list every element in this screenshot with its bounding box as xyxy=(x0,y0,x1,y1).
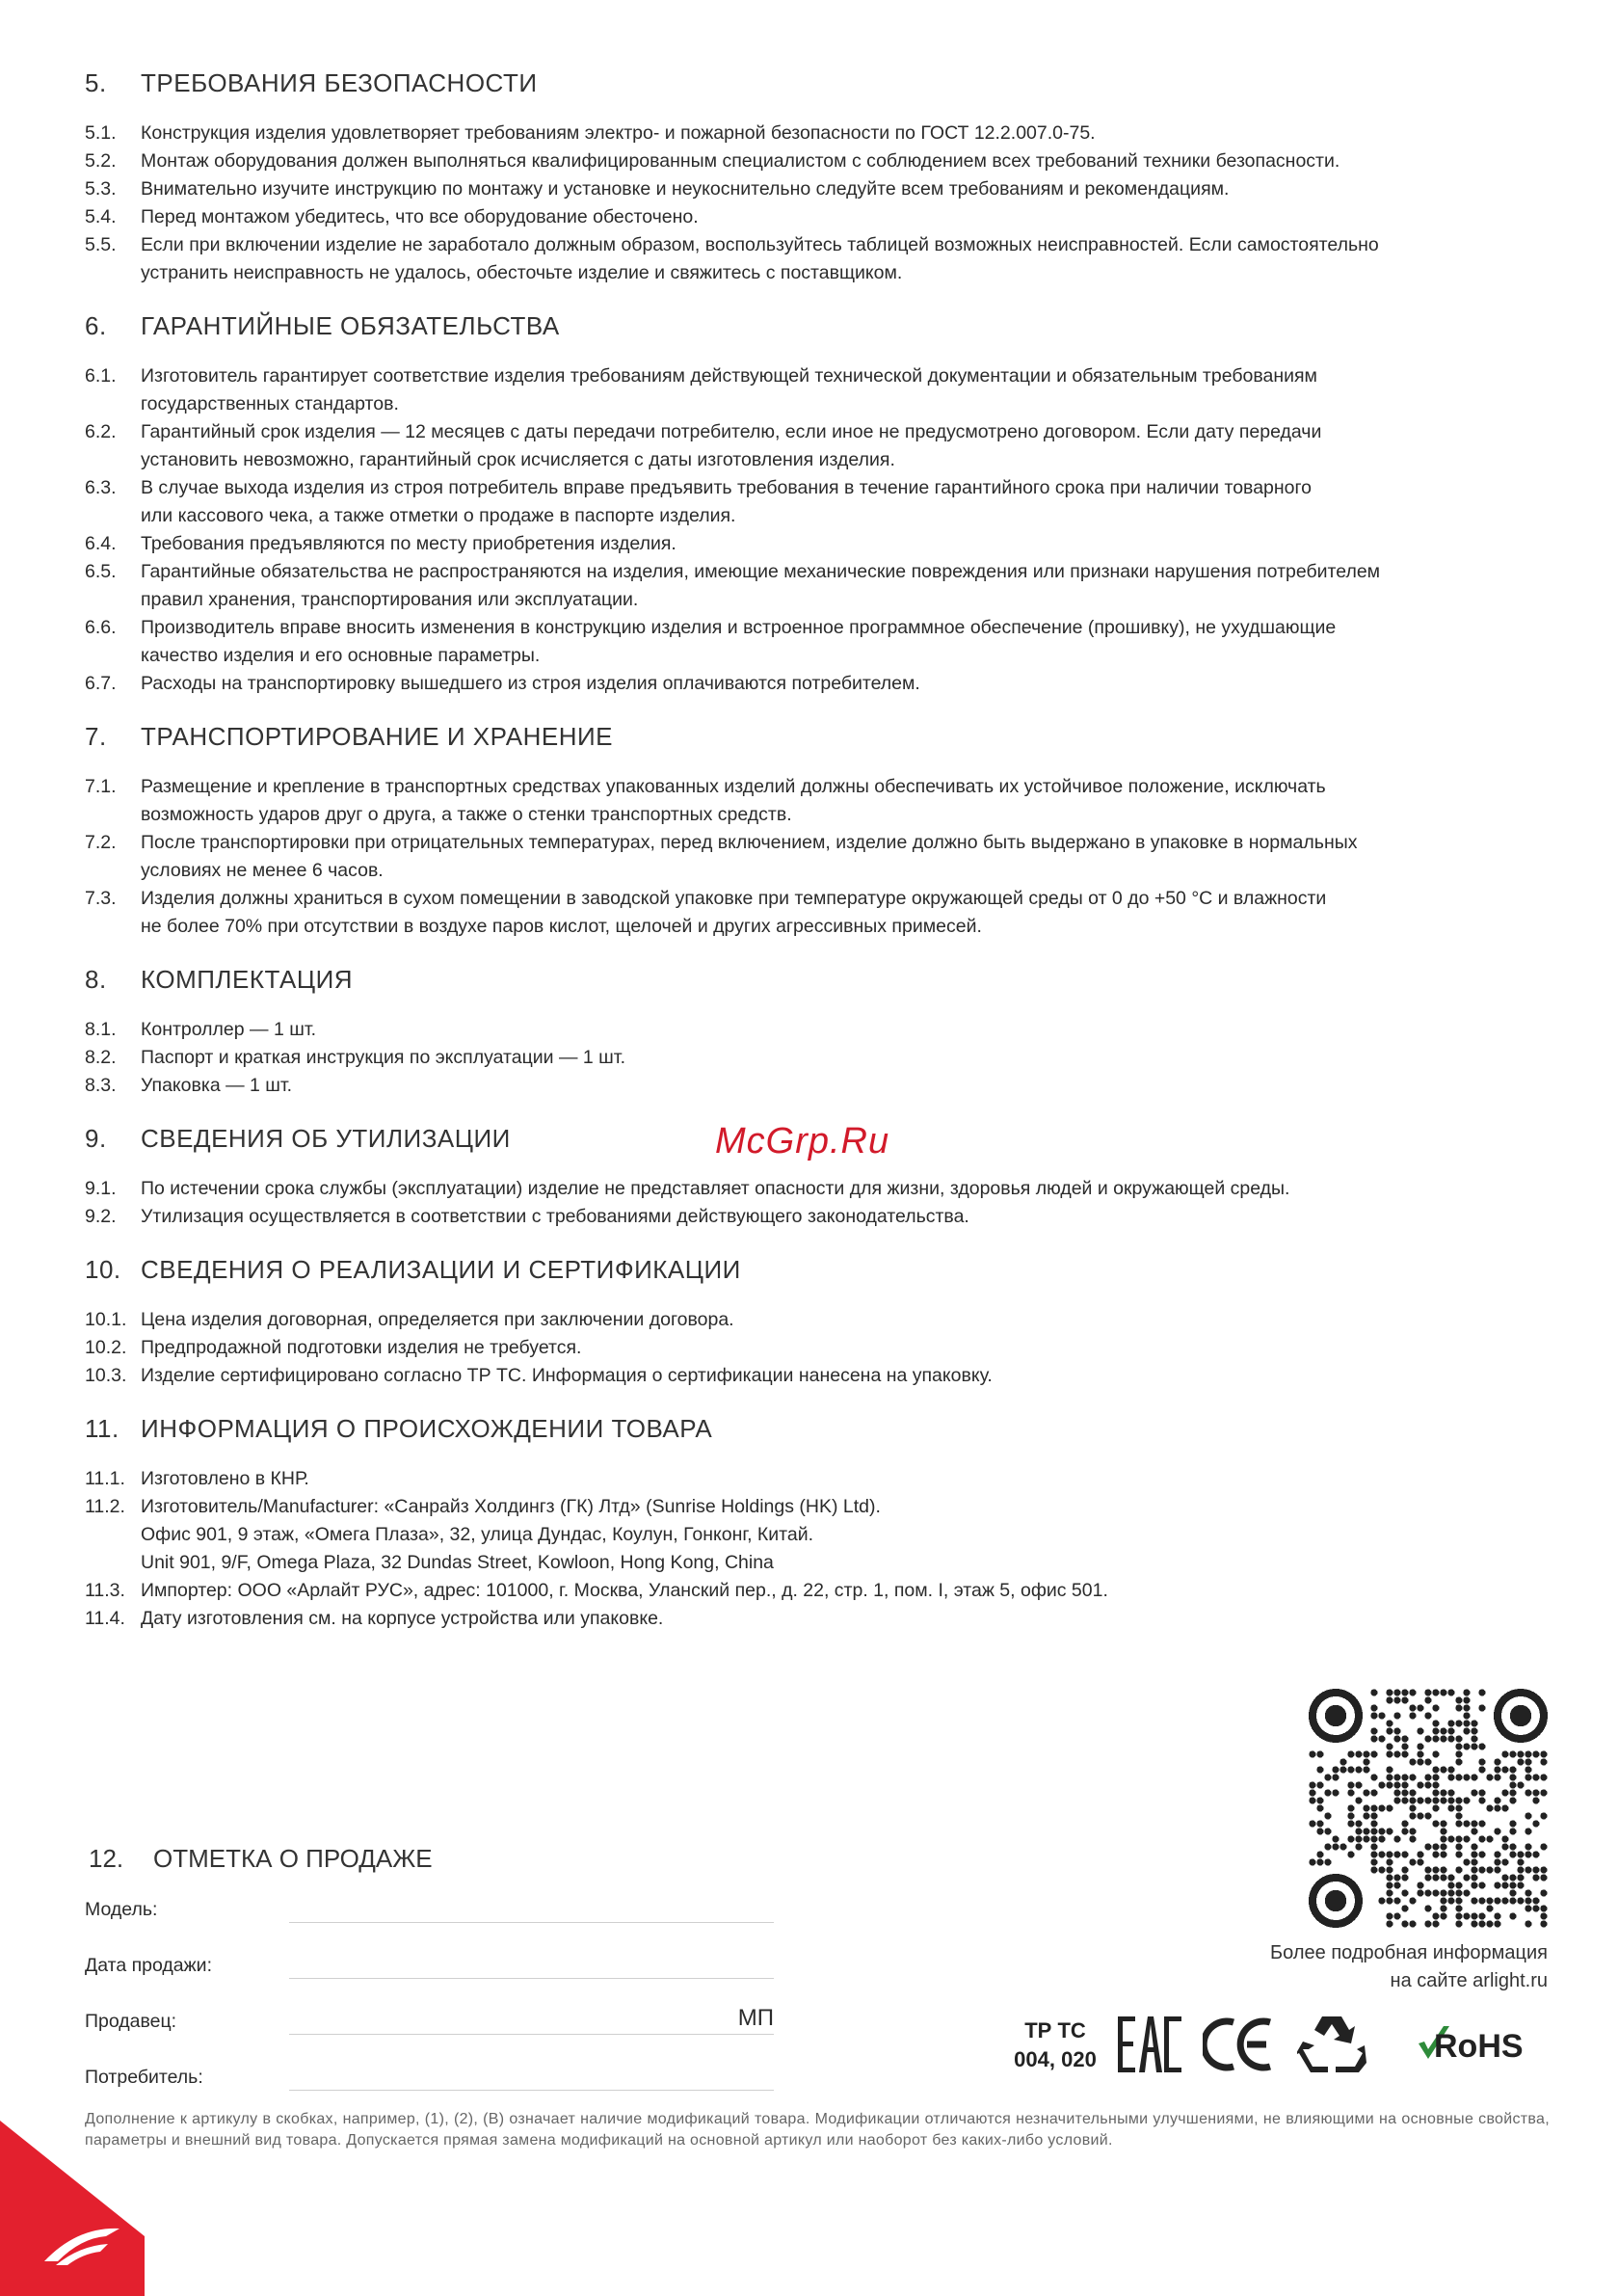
section-heading xyxy=(85,310,1550,341)
item-number: 7.2. xyxy=(85,832,117,853)
section xyxy=(85,1413,1550,1633)
item-number: 11.1. xyxy=(85,1468,125,1489)
item-line: Если при включении изделие не заработало должным образом, воспользуйтесь таблицей возможных неисправностей. Если самостоятельно xyxy=(141,234,1379,255)
recycle-icon xyxy=(1297,2013,1366,2076)
section xyxy=(85,964,1550,1100)
tr-ts-line2: 004, 020 xyxy=(1014,2047,1097,2071)
item-line: Гарантийный срок изделия — 12 месяцев с даты передачи потребителю, если иное не предусмотрено договором. Если дату передачи xyxy=(141,421,1322,442)
tr-ts-mark xyxy=(1012,2016,1099,2074)
list-item xyxy=(85,773,1550,829)
item-line: Требования предъявляются по месту приобретения изделия. xyxy=(141,533,676,554)
sale-field-label: Дата продажи: xyxy=(85,1955,212,1976)
item-line: качество изделия и его основные параметры. xyxy=(141,645,541,666)
item-line: Изделия должны храниться в сухом помещении в заводской упаковке при температуре окружающей среды от 0 до +50 °С и влажности xyxy=(141,888,1327,909)
item-line: установить невозможно, гарантийный срок исчисляется с даты изготовления изделия. xyxy=(141,449,895,470)
list-item xyxy=(85,1306,1550,1334)
section xyxy=(85,310,1550,698)
item-text xyxy=(141,885,1550,941)
item-number: 11.3. xyxy=(85,1580,125,1601)
sale-mark-section xyxy=(85,1843,779,2117)
list-item xyxy=(85,1175,1550,1203)
certification-marks xyxy=(1012,2013,1552,2080)
item-number: 5.2. xyxy=(85,150,117,172)
item-number: 5.4. xyxy=(85,206,117,227)
list-item xyxy=(85,474,1550,530)
item-line: Цена изделия договорная, определяется при заключении договора. xyxy=(141,1309,734,1330)
item-text xyxy=(141,1203,1550,1231)
list-item xyxy=(85,231,1550,287)
item-line: Монтаж оборудования должен выполняться квалифицированным специалистом с соблюдением всех требований техники безопасности. xyxy=(141,150,1340,172)
item-line: По истечении срока службы (эксплуатации) изделие не представляет опасности для жизни, здоровья людей и окружающей среды. xyxy=(141,1178,1290,1199)
item-text xyxy=(141,203,1550,231)
item-text xyxy=(141,1334,1550,1362)
item-line: Дату изготовления см. на корпусе устройства или упаковке. xyxy=(141,1608,664,1629)
sale-field-line[interactable] xyxy=(289,2090,774,2091)
rohs-label: RoHS xyxy=(1434,2028,1524,2065)
list-item xyxy=(85,362,1550,418)
list-item xyxy=(85,1493,1550,1577)
footnote: Дополнение к артикулу в скобках, например, (1), (2), (B) означает наличие модификаций товара. Модификации отличаются незначительными улучшениями, не влияющими на основные свойства, параметры и внешний вид товара. Допускается прямая замена модификаций на основной артикул или наоборот без каких-либо условий. xyxy=(85,2111,1550,2149)
section-title: СВЕДЕНИЯ О РЕАЛИЗАЦИИ И СЕРТИФИКАЦИИ xyxy=(141,1254,741,1284)
item-text xyxy=(141,530,1550,558)
item-text xyxy=(141,175,1550,203)
item-number: 10.1. xyxy=(85,1309,127,1330)
section xyxy=(85,721,1550,941)
watermark: McGrp.Ru xyxy=(715,1121,890,1161)
sale-field-label: Продавец: xyxy=(85,2011,177,2032)
list-item xyxy=(85,1072,1550,1100)
item-text xyxy=(141,1362,1550,1390)
item-line: Производитель вправе вносить изменения в конструкцию изделия и встроенное программное обеспечение (прошивку), не ухудшающие xyxy=(141,617,1337,638)
item-number: 9.1. xyxy=(85,1178,117,1199)
item-text xyxy=(141,1493,1550,1577)
section-number: 6. xyxy=(85,310,107,340)
item-text xyxy=(141,614,1550,670)
section-number: 10. xyxy=(85,1254,121,1284)
item-line: Предпродажной подготовки изделия не требуется. xyxy=(141,1337,582,1358)
item-line: Unit 901, 9/F, Omega Plaza, 32 Dundas Street, Kowloon, Hong Kong, China xyxy=(141,1552,774,1573)
sale-field-label: Потребитель: xyxy=(85,2067,203,2088)
section-title: ГАРАНТИЙНЫЕ ОБЯЗАТЕЛЬСТВА xyxy=(141,310,560,340)
tr-ts-line1: ТР ТС xyxy=(1024,2018,1086,2042)
item-number: 7.3. xyxy=(85,888,117,909)
list-item xyxy=(85,175,1550,203)
section-heading xyxy=(85,1254,1550,1285)
sale-field-label: Модель: xyxy=(85,1899,158,1920)
list-item xyxy=(85,203,1550,231)
list-item xyxy=(85,1465,1550,1493)
item-line: Упаковка — 1 шт. xyxy=(141,1075,293,1096)
item-text xyxy=(141,1465,1550,1493)
section-number: 7. xyxy=(85,721,107,751)
item-line: устранить неисправность не удалось, обесточьте изделие и свяжитесь с поставщиком. xyxy=(141,262,903,283)
item-text xyxy=(141,1016,1550,1044)
item-text xyxy=(141,362,1550,418)
item-text xyxy=(141,418,1550,474)
item-number: 10.3. xyxy=(85,1365,127,1386)
sale-field-line[interactable] xyxy=(289,2034,774,2035)
item-text xyxy=(141,1577,1550,1605)
list-item xyxy=(85,558,1550,614)
item-line: Утилизация осуществляется в соответствии с требованиями действующего законодательства. xyxy=(141,1206,969,1227)
sale-number: 12. xyxy=(89,1843,124,1873)
item-text xyxy=(141,474,1550,530)
item-text xyxy=(141,829,1550,885)
brand-corner-logo xyxy=(0,2121,145,2296)
item-line: Изготовитель гарантирует соответствие изделия требованиям действующей технической документации и обязательным требованиям xyxy=(141,365,1317,387)
item-line: Паспорт и краткая инструкция по эксплуатации — 1 шт. xyxy=(141,1047,625,1068)
ce-icon xyxy=(1203,2015,1276,2074)
document-body xyxy=(85,67,1550,1656)
sale-field-line[interactable] xyxy=(289,1922,774,1923)
item-number: 5.5. xyxy=(85,234,117,255)
item-line: В случае выхода изделия из строя потребитель вправе предъявить требования в течение гарантийного срока при наличии товарного xyxy=(141,477,1313,498)
item-number: 5.3. xyxy=(85,178,117,200)
list-item xyxy=(85,1016,1550,1044)
item-number: 9.2. xyxy=(85,1206,117,1227)
sale-heading xyxy=(85,1843,779,1874)
list-item xyxy=(85,1605,1550,1633)
sale-field-line[interactable] xyxy=(289,1978,774,1979)
item-line: Изготовлено в КНР. xyxy=(141,1468,309,1489)
item-number: 11.2. xyxy=(85,1496,125,1517)
item-line: Перед монтажом убедитесь, что все оборудование обесточено. xyxy=(141,206,699,227)
item-line: Импортер: ООО «Арлайт РУС», адрес: 101000, г. Москва, Уланский пер., д. 22, стр. 1, пом. I, этаж 5, офис 501. xyxy=(141,1580,1108,1601)
qr-caption xyxy=(1270,1939,1548,1995)
item-text xyxy=(141,1072,1550,1100)
section-number: 8. xyxy=(85,964,107,994)
item-line: Конструкция изделия удовлетворяет требованиям электро- и пожарной безопасности по ГОСТ 12.2.007.0-75. xyxy=(141,122,1096,144)
sale-field-row xyxy=(85,1949,779,2005)
section xyxy=(85,1254,1550,1390)
item-line: Расходы на транспортировку вышедшего из строя изделия оплачиваются потребителем. xyxy=(141,673,920,694)
item-number: 8.2. xyxy=(85,1047,117,1068)
item-number: 8.3. xyxy=(85,1075,117,1096)
item-number: 6.2. xyxy=(85,421,117,442)
item-text xyxy=(141,120,1550,147)
item-line: Контроллер — 1 шт. xyxy=(141,1019,317,1040)
section-number: 5. xyxy=(85,67,107,97)
list-item xyxy=(85,1334,1550,1362)
item-line: Офис 901, 9 этаж, «Омега Плаза», 32, улица Дундас, Коулун, Гонконг, Китай. xyxy=(141,1524,814,1545)
item-text xyxy=(141,231,1550,287)
item-number: 10.2. xyxy=(85,1337,127,1358)
section-heading xyxy=(85,964,1550,995)
item-line: После транспортировки при отрицательных температурах, перед включением, изделие должно быть выдержано в упаковке в нормальных xyxy=(141,832,1358,853)
item-number: 7.1. xyxy=(85,776,117,797)
list-item xyxy=(85,1577,1550,1605)
item-text xyxy=(141,1044,1550,1072)
qr-caption-line2: на сайте arlight.ru xyxy=(1390,1970,1548,1991)
item-number: 6.1. xyxy=(85,365,117,387)
section-title: СВЕДЕНИЯ ОБ УТИЛИЗАЦИИ xyxy=(141,1123,511,1153)
list-item xyxy=(85,1044,1550,1072)
item-text xyxy=(141,1605,1550,1633)
eac-icon xyxy=(1116,2013,1183,2076)
item-line: государственных стандартов. xyxy=(141,393,399,414)
section xyxy=(85,67,1550,287)
list-item xyxy=(85,1362,1550,1390)
list-item xyxy=(85,614,1550,670)
section-number: 11. xyxy=(85,1413,119,1443)
item-text xyxy=(141,1175,1550,1203)
item-number: 6.5. xyxy=(85,561,117,582)
sale-title: ОТМЕТКА О ПРОДАЖЕ xyxy=(153,1843,433,1873)
item-number: 6.4. xyxy=(85,533,117,554)
item-number: 6.6. xyxy=(85,617,117,638)
item-text xyxy=(141,773,1550,829)
item-number: 11.4. xyxy=(85,1608,125,1629)
item-line: не более 70% при отсутствии в воздухе паров кислот, щелочей и других агрессивных примесей. xyxy=(141,916,982,937)
item-line: условиях не менее 6 часов. xyxy=(141,860,384,881)
section-heading xyxy=(85,67,1550,98)
list-item xyxy=(85,147,1550,175)
stamp-placeholder: МП xyxy=(737,2005,774,2031)
list-item xyxy=(85,885,1550,941)
item-number: 6.3. xyxy=(85,477,117,498)
list-item xyxy=(85,1203,1550,1231)
item-text xyxy=(141,670,1550,698)
section-number: 9. xyxy=(85,1123,107,1153)
section-title: ТРАНСПОРТИРОВАНИЕ И ХРАНЕНИЕ xyxy=(141,721,613,751)
list-item xyxy=(85,418,1550,474)
section-heading xyxy=(85,1413,1550,1444)
list-item xyxy=(85,829,1550,885)
item-text xyxy=(141,1306,1550,1334)
item-line: Изделие сертифицировано согласно ТР ТС. Информация о сертификации нанесена на упаковку. xyxy=(141,1365,993,1386)
section-title: КОМПЛЕКТАЦИЯ xyxy=(141,964,354,994)
item-text xyxy=(141,147,1550,175)
section-title: ТРЕБОВАНИЯ БЕЗОПАСНОСТИ xyxy=(141,67,538,97)
item-line: правил хранения, транспортирования или эксплуатации. xyxy=(141,589,639,610)
item-line: Изготовитель/Manufacturer: «Санрайз Холдингз (ГК) Лтд» (Sunrise Holdings (HK) Ltd). xyxy=(141,1496,881,1517)
item-text xyxy=(141,558,1550,614)
item-line: возможность ударов друг о друга, а также о стенки транспортных средств. xyxy=(141,804,792,825)
list-item xyxy=(85,530,1550,558)
section-title: ИНФОРМАЦИЯ О ПРОИСХОЖДЕНИИ ТОВАРА xyxy=(141,1413,713,1443)
list-item xyxy=(85,120,1550,147)
sale-field-row xyxy=(85,1893,779,1949)
section-heading xyxy=(85,721,1550,752)
list-item xyxy=(85,670,1550,698)
item-line: Внимательно изучите инструкцию по монтажу и установке и неукоснительно следуйте всем требованиям и рекомендациям. xyxy=(141,178,1230,200)
item-line: Гарантийные обязательства не распространяются на изделия, имеющие механические повреждения или признаки нарушения потребителем xyxy=(141,561,1381,582)
item-number: 6.7. xyxy=(85,673,117,694)
sale-field-row xyxy=(85,2005,779,2061)
item-line: или кассового чека, а также отметки о продаже в паспорте изделия. xyxy=(141,505,736,526)
item-number: 5.1. xyxy=(85,122,117,144)
item-line: Размещение и крепление в транспортных средствах упакованных изделий должны обеспечивать их устойчивое положение, исключать xyxy=(141,776,1326,797)
item-number: 8.1. xyxy=(85,1019,117,1040)
qr-code xyxy=(1309,1689,1548,1928)
qr-caption-line1: Более подробная информация xyxy=(1270,1942,1548,1963)
